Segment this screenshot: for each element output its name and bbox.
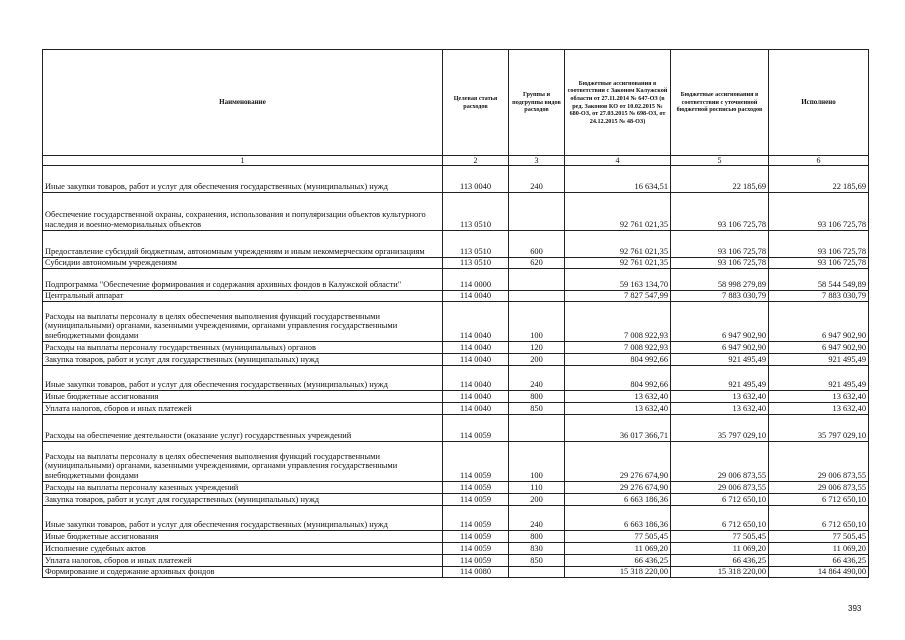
row-refined-amount: 6 712 650,10 (671, 506, 769, 531)
row-target-article: 114 0040 (443, 302, 509, 342)
row-law-amount: 92 761 021,35 (565, 258, 671, 269)
row-law-amount: 11 069,20 (565, 543, 671, 555)
row-name: Иные бюджетные ассигнования (43, 531, 443, 543)
row-expense-group: 830 (509, 543, 565, 555)
row-target-article: 114 0040 (443, 354, 509, 366)
row-executed-amount: 6 712 650,10 (769, 506, 869, 531)
row-law-amount: 804 992,66 (565, 366, 671, 391)
row-law-amount: 92 761 021,35 (565, 193, 671, 231)
row-law-amount: 16 634,51 (565, 166, 671, 193)
row-expense-group: 110 (509, 482, 565, 494)
row-executed-amount: 35 797 029,10 (769, 415, 869, 442)
row-refined-amount: 29 006 873,55 (671, 442, 769, 482)
table-row (43, 193, 869, 231)
row-law-amount: 7 827 547,99 (565, 291, 671, 302)
table-row (43, 342, 869, 354)
column-number: 5 (671, 156, 769, 166)
table-row (43, 555, 869, 567)
row-executed-amount: 22 185,69 (769, 166, 869, 193)
table-row (43, 166, 869, 193)
row-target-article: 114 0000 (443, 269, 509, 291)
row-target-article: 114 0040 (443, 342, 509, 354)
row-expense-group: 100 (509, 302, 565, 342)
row-law-amount: 13 632,40 (565, 403, 671, 415)
column-number: 2 (443, 156, 509, 166)
page-number: 393 (848, 604, 862, 613)
row-expense-group: 200 (509, 494, 565, 506)
row-refined-amount: 29 006 873,55 (671, 482, 769, 494)
row-executed-amount: 6 947 902,90 (769, 302, 869, 342)
row-name: Расходы на выплаты персоналу казенных учреждений (43, 482, 443, 494)
row-law-amount: 6 663 186,36 (565, 494, 671, 506)
row-law-amount: 7 008 922,93 (565, 302, 671, 342)
row-name: Формирование и содержание архивных фондов (43, 567, 443, 578)
table-row (43, 302, 869, 342)
row-law-amount: 92 761 021,35 (565, 231, 671, 258)
row-law-amount: 29 276 674,90 (565, 482, 671, 494)
row-executed-amount: 6 712 650,10 (769, 494, 869, 506)
row-executed-amount: 93 106 725,78 (769, 258, 869, 269)
row-executed-amount: 921 495,49 (769, 366, 869, 391)
row-law-amount: 36 017 366,71 (565, 415, 671, 442)
row-target-article: 113 0040 (443, 166, 509, 193)
table-row (43, 258, 869, 269)
table-row (43, 482, 869, 494)
row-name: Предоставление субсидий бюджетным, автономным учреждениям и иным некоммерческим организациям (43, 231, 443, 258)
row-executed-amount: 13 632,40 (769, 403, 869, 415)
row-name: Субсидии автономным учреждениям (43, 258, 443, 269)
row-name: Закупка товаров, работ и услуг для государственных (муниципальных) нужд (43, 494, 443, 506)
column-numbers-row (43, 156, 869, 166)
column-number: 1 (43, 156, 443, 166)
table-header-row (43, 50, 869, 156)
table-row (43, 543, 869, 555)
row-expense-group (509, 567, 565, 578)
row-name: Расходы на выплаты персоналу в целях обеспечения выполнения функций государственными (муниципальными) органами, казенными учреждениями, органами управления государственными внебюджетными фондами (43, 442, 443, 482)
row-target-article: 114 0059 (443, 555, 509, 567)
row-executed-amount: 6 947 902,90 (769, 342, 869, 354)
row-executed-amount: 93 106 725,78 (769, 231, 869, 258)
row-target-article: 114 0059 (443, 415, 509, 442)
row-name: Исполнение судебных актов (43, 543, 443, 555)
row-name: Закупка товаров, работ и услуг для государственных (муниципальных) нужд (43, 354, 443, 366)
row-expense-group: 850 (509, 403, 565, 415)
row-target-article: 114 0059 (443, 442, 509, 482)
table-row (43, 269, 869, 291)
table-row (43, 366, 869, 391)
row-target-article: 114 0040 (443, 366, 509, 391)
row-expense-group: 100 (509, 442, 565, 482)
header-name: Наименование (43, 50, 443, 156)
row-name: Иные закупки товаров, работ и услуг для обеспечения государственных (муниципальных) нужд (43, 366, 443, 391)
row-target-article: 114 0040 (443, 391, 509, 403)
table-row (43, 291, 869, 302)
row-executed-amount: 921 495,49 (769, 354, 869, 366)
row-name: Расходы на выплаты персоналу государственных (муниципальных) органов (43, 342, 443, 354)
row-expense-group: 240 (509, 166, 565, 193)
table-body (43, 166, 869, 578)
row-refined-amount: 6 947 902,90 (671, 302, 769, 342)
row-expense-group: 200 (509, 354, 565, 366)
row-law-amount: 29 276 674,90 (565, 442, 671, 482)
row-executed-amount: 66 436,25 (769, 555, 869, 567)
table-row (43, 531, 869, 543)
row-refined-amount: 13 632,40 (671, 391, 769, 403)
row-executed-amount: 7 883 030,79 (769, 291, 869, 302)
table-row (43, 415, 869, 442)
row-refined-amount: 6 947 902,90 (671, 342, 769, 354)
row-name: Расходы на выплаты персоналу в целях обеспечения выполнения функций государственными (муниципальными) органами, казенными учреждениями, органами управления государственными внебюджетными фондами (43, 302, 443, 342)
row-refined-amount: 22 185,69 (671, 166, 769, 193)
row-refined-amount: 921 495,49 (671, 354, 769, 366)
table-row (43, 231, 869, 258)
header-law-allocations: Бюджетные ассигнования в соответствии с Законом Калужской области от 27.11.2014 № 647-ОЗ (в ред. Законов КО от 10.02.2015 № 680-ОЗ, от 27.03.2015 № 698-ОЗ, от 24.12.2015 № 48-ОЗ) (565, 50, 671, 156)
row-refined-amount: 93 106 725,78 (671, 258, 769, 269)
header-expense-group: Группы и подгруппы видов расходов (509, 50, 565, 156)
row-refined-amount: 11 069,20 (671, 543, 769, 555)
row-executed-amount: 77 505,45 (769, 531, 869, 543)
row-refined-amount: 66 436,25 (671, 555, 769, 567)
row-name: Иные бюджетные ассигнования (43, 391, 443, 403)
row-law-amount: 7 008 922,93 (565, 342, 671, 354)
row-executed-amount: 58 544 549,89 (769, 269, 869, 291)
row-name: Центральный аппарат (43, 291, 443, 302)
row-executed-amount: 93 106 725,78 (769, 193, 869, 231)
column-number: 3 (509, 156, 565, 166)
row-refined-amount: 58 998 279,89 (671, 269, 769, 291)
row-law-amount: 15 318 220,00 (565, 567, 671, 578)
table-row (43, 442, 869, 482)
row-refined-amount: 93 106 725,78 (671, 193, 769, 231)
row-refined-amount: 6 712 650,10 (671, 494, 769, 506)
row-expense-group: 620 (509, 258, 565, 269)
row-expense-group: 600 (509, 231, 565, 258)
row-target-article: 114 0059 (443, 531, 509, 543)
row-target-article: 114 0059 (443, 494, 509, 506)
row-target-article: 113 0510 (443, 193, 509, 231)
row-expense-group (509, 291, 565, 302)
row-name: Подпрограмма "Обеспечение формирования и содержания архивных фондов в Калужской области" (43, 269, 443, 291)
row-target-article: 114 0059 (443, 543, 509, 555)
header-target-article: Целевая статья расходов (443, 50, 509, 156)
row-law-amount: 66 436,25 (565, 555, 671, 567)
row-target-article: 113 0510 (443, 258, 509, 269)
table-row (43, 567, 869, 578)
row-refined-amount: 15 318 220,00 (671, 567, 769, 578)
column-number: 6 (769, 156, 869, 166)
row-target-article: 114 0059 (443, 506, 509, 531)
table-row (43, 494, 869, 506)
row-refined-amount: 93 106 725,78 (671, 231, 769, 258)
row-refined-amount: 921 495,49 (671, 366, 769, 391)
budget-table (42, 49, 869, 578)
header-executed: Исполнено (769, 50, 869, 156)
row-name: Уплата налогов, сборов и иных платежей (43, 555, 443, 567)
row-name: Иные закупки товаров, работ и услуг для обеспечения государственных (муниципальных) нужд (43, 166, 443, 193)
row-law-amount: 77 505,45 (565, 531, 671, 543)
row-expense-group: 850 (509, 555, 565, 567)
row-executed-amount: 11 069,20 (769, 543, 869, 555)
row-executed-amount: 13 632,40 (769, 391, 869, 403)
row-expense-group: 240 (509, 366, 565, 391)
row-target-article: 114 0059 (443, 482, 509, 494)
header-refined-allocations: Бюджетные ассигнования в соответствии с уточненной бюджетной росписью расходов (671, 50, 769, 156)
row-refined-amount: 77 505,45 (671, 531, 769, 543)
row-executed-amount: 14 864 490,00 (769, 567, 869, 578)
table-row (43, 506, 869, 531)
row-expense-group (509, 193, 565, 231)
row-law-amount: 6 663 186,36 (565, 506, 671, 531)
row-expense-group (509, 269, 565, 291)
row-target-article: 113 0510 (443, 231, 509, 258)
row-expense-group: 120 (509, 342, 565, 354)
column-number: 4 (565, 156, 671, 166)
table-row (43, 391, 869, 403)
row-name: Иные закупки товаров, работ и услуг для обеспечения государственных (муниципальных) нужд (43, 506, 443, 531)
row-target-article: 114 0040 (443, 291, 509, 302)
row-name: Уплата налогов, сборов и иных платежей (43, 403, 443, 415)
row-refined-amount: 35 797 029,10 (671, 415, 769, 442)
table-row (43, 403, 869, 415)
row-law-amount: 13 632,40 (565, 391, 671, 403)
row-name: Расходы на обеспечение деятельности (оказание услуг) государственных учреждений (43, 415, 443, 442)
row-refined-amount: 13 632,40 (671, 403, 769, 415)
row-expense-group (509, 415, 565, 442)
row-target-article: 114 0040 (443, 403, 509, 415)
row-law-amount: 59 163 134,70 (565, 269, 671, 291)
row-target-article: 114 0080 (443, 567, 509, 578)
row-expense-group: 240 (509, 506, 565, 531)
row-executed-amount: 29 006 873,55 (769, 482, 869, 494)
table-row (43, 354, 869, 366)
row-name: Обеспечение государственной охраны, сохранения, использования и популяризации объектов культурного наследия и военно-мемориальных объектов (43, 193, 443, 231)
row-law-amount: 804 992,66 (565, 354, 671, 366)
row-expense-group: 800 (509, 391, 565, 403)
row-executed-amount: 29 006 873,55 (769, 442, 869, 482)
row-refined-amount: 7 883 030,79 (671, 291, 769, 302)
row-expense-group: 800 (509, 531, 565, 543)
